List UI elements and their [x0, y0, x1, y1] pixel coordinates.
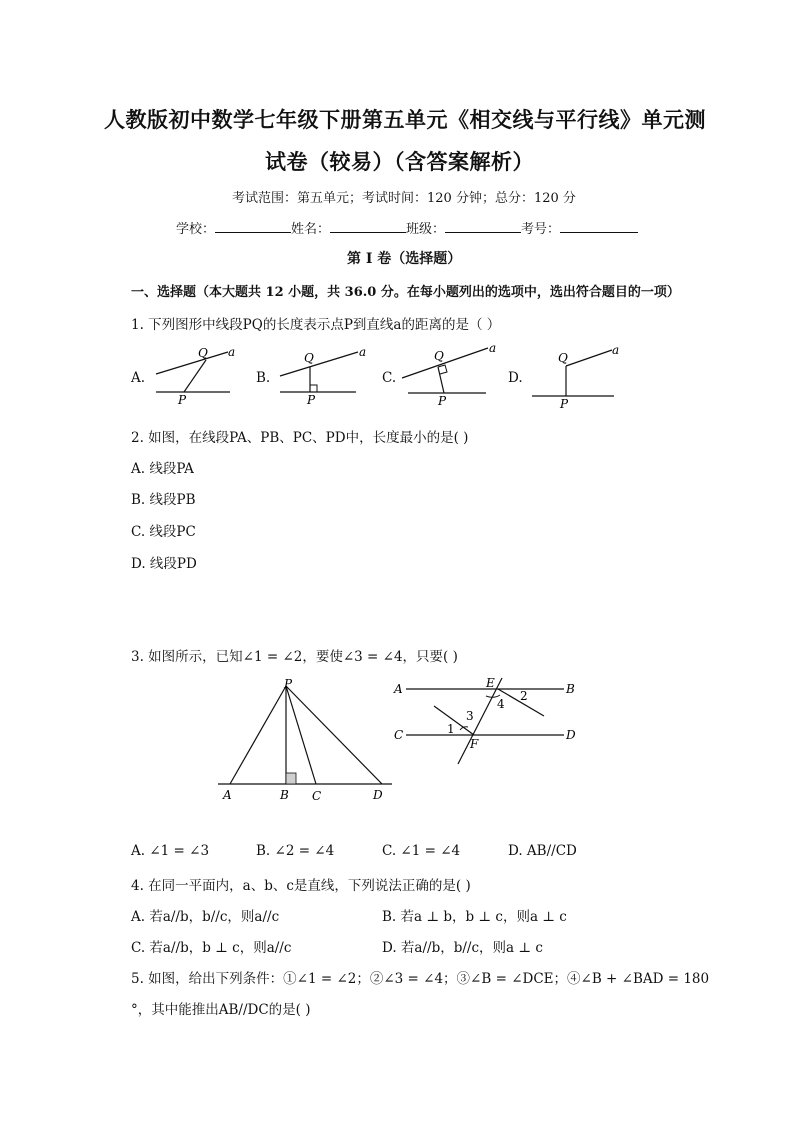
doc-title-line1: 人教版初中数学七年级下册第五单元《相交线与平行线》单元测: [104, 107, 706, 132]
question-5-cont: °，其中能推出AB//DC的是( ): [131, 1002, 311, 1018]
q3-label-a: A: [394, 682, 403, 696]
volume-title: 第 I 卷（选择题）: [347, 251, 462, 267]
name-blank[interactable]: [330, 220, 406, 233]
q1d-label-a: a: [612, 343, 620, 357]
q2-option-c[interactable]: C. 线段PC: [131, 524, 196, 540]
doc-title-line2: 试卷（较易）（含答案解析）: [265, 149, 534, 174]
q3-label-4: 4: [497, 697, 505, 711]
q2-option-d[interactable]: D. 线段PD: [131, 556, 197, 572]
q2-label-d: D: [373, 788, 383, 802]
q1d-label-p: P: [560, 397, 569, 411]
q1-figures: [150, 340, 650, 412]
q1b-label-q: Q: [304, 351, 314, 365]
name-label: 姓名：: [291, 222, 331, 237]
q3-label-1: 1: [447, 722, 455, 736]
q3-label-c: C: [394, 728, 404, 742]
q2-label-a: A: [223, 788, 232, 802]
q1-figure-d: [532, 343, 619, 411]
q3-option-b[interactable]: B. ∠2 = ∠4: [256, 843, 335, 859]
school-label: 学校：: [176, 222, 216, 237]
exam-info: 考试范围：第五单元；考试时间：120 分钟；总分：120 分: [232, 191, 576, 206]
q1-figure-b: [280, 345, 366, 407]
question-3: 3. 如图所示，已知∠1 = ∠2，要使∠3 = ∠4，只要( ): [131, 649, 458, 665]
section1-heading: 一、选择题（本大题共 12 小题，共 36.0 分。在每小题列出的选项中，选出符合题目的一项）: [131, 285, 680, 300]
q2-label-p: P: [284, 677, 293, 691]
q3-label-2: 2: [520, 689, 528, 703]
q1-figure-a: [156, 345, 235, 407]
q1a-label-a: a: [228, 345, 236, 359]
q3-option-d[interactable]: D. AB//CD: [508, 843, 577, 859]
q1b-label-a: a: [359, 345, 367, 359]
q1-option-a-label: A.: [131, 370, 146, 386]
q1c-label-q: Q: [434, 349, 444, 363]
question-2: 2. 如图，在线段PA、PB、PC、PD中，长度最小的是( ): [131, 430, 469, 446]
q1c-label-p: P: [438, 394, 447, 408]
q2-figure: [210, 672, 410, 807]
q1c-label-a: a: [489, 341, 497, 355]
student-fields: [176, 218, 638, 237]
question-4: 4. 在同一平面内，a、b、c是直线，下列说法正确的是( ): [131, 878, 471, 894]
q1-figure-c: [402, 341, 496, 408]
q3-label-b: B: [566, 682, 575, 696]
q4-option-b[interactable]: B. 若a ⊥ b，b ⊥ c，则a ⊥ c: [382, 909, 567, 925]
q2-option-a[interactable]: A. 线段PA: [131, 461, 194, 477]
q4-option-a[interactable]: A. 若a//b，b//c，则a//c: [131, 909, 280, 925]
q3-label-e: E: [486, 676, 495, 690]
q3-label-3: 3: [466, 709, 474, 723]
q3-option-c[interactable]: C. ∠1 = ∠4: [382, 843, 461, 859]
q2-option-b[interactable]: B. 线段PB: [131, 492, 196, 508]
class-blank[interactable]: [445, 220, 521, 233]
q1-option-d-label: D.: [508, 370, 523, 386]
number-label: 考号：: [521, 222, 561, 237]
q3-label-d: D: [566, 728, 576, 742]
q3-figure: [390, 672, 590, 772]
q1b-label-p: P: [307, 393, 316, 407]
question-5: 5. 如图，给出下列条件：①∠1 = ∠2；②∠3 = ∠4；③∠B = ∠DCE；④∠B + ∠BAD = 180: [131, 971, 710, 987]
q1a-label-q: Q: [198, 346, 208, 360]
q3-option-a[interactable]: A. ∠1 = ∠3: [131, 843, 210, 859]
q2-label-b: B: [280, 788, 289, 802]
q1d-label-q: Q: [558, 351, 568, 365]
question-1: 1. 下列图形中线段PQ的长度表示点P到直线a的距离的是（ ）: [131, 317, 501, 333]
q4-option-c[interactable]: C. 若a//b，b ⊥ c，则a//c: [131, 940, 292, 956]
q2-label-c: C: [312, 789, 322, 803]
school-blank[interactable]: [215, 220, 291, 233]
class-label: 班级：: [406, 222, 446, 237]
q1-option-c-label: C.: [382, 370, 397, 386]
number-blank[interactable]: [560, 220, 638, 233]
q4-option-d[interactable]: D. 若a//b，b//c，则a ⊥ c: [382, 940, 543, 956]
q1-option-b-label: B.: [256, 370, 271, 386]
q1a-label-p: P: [178, 393, 187, 407]
q3-label-f: F: [470, 737, 479, 751]
